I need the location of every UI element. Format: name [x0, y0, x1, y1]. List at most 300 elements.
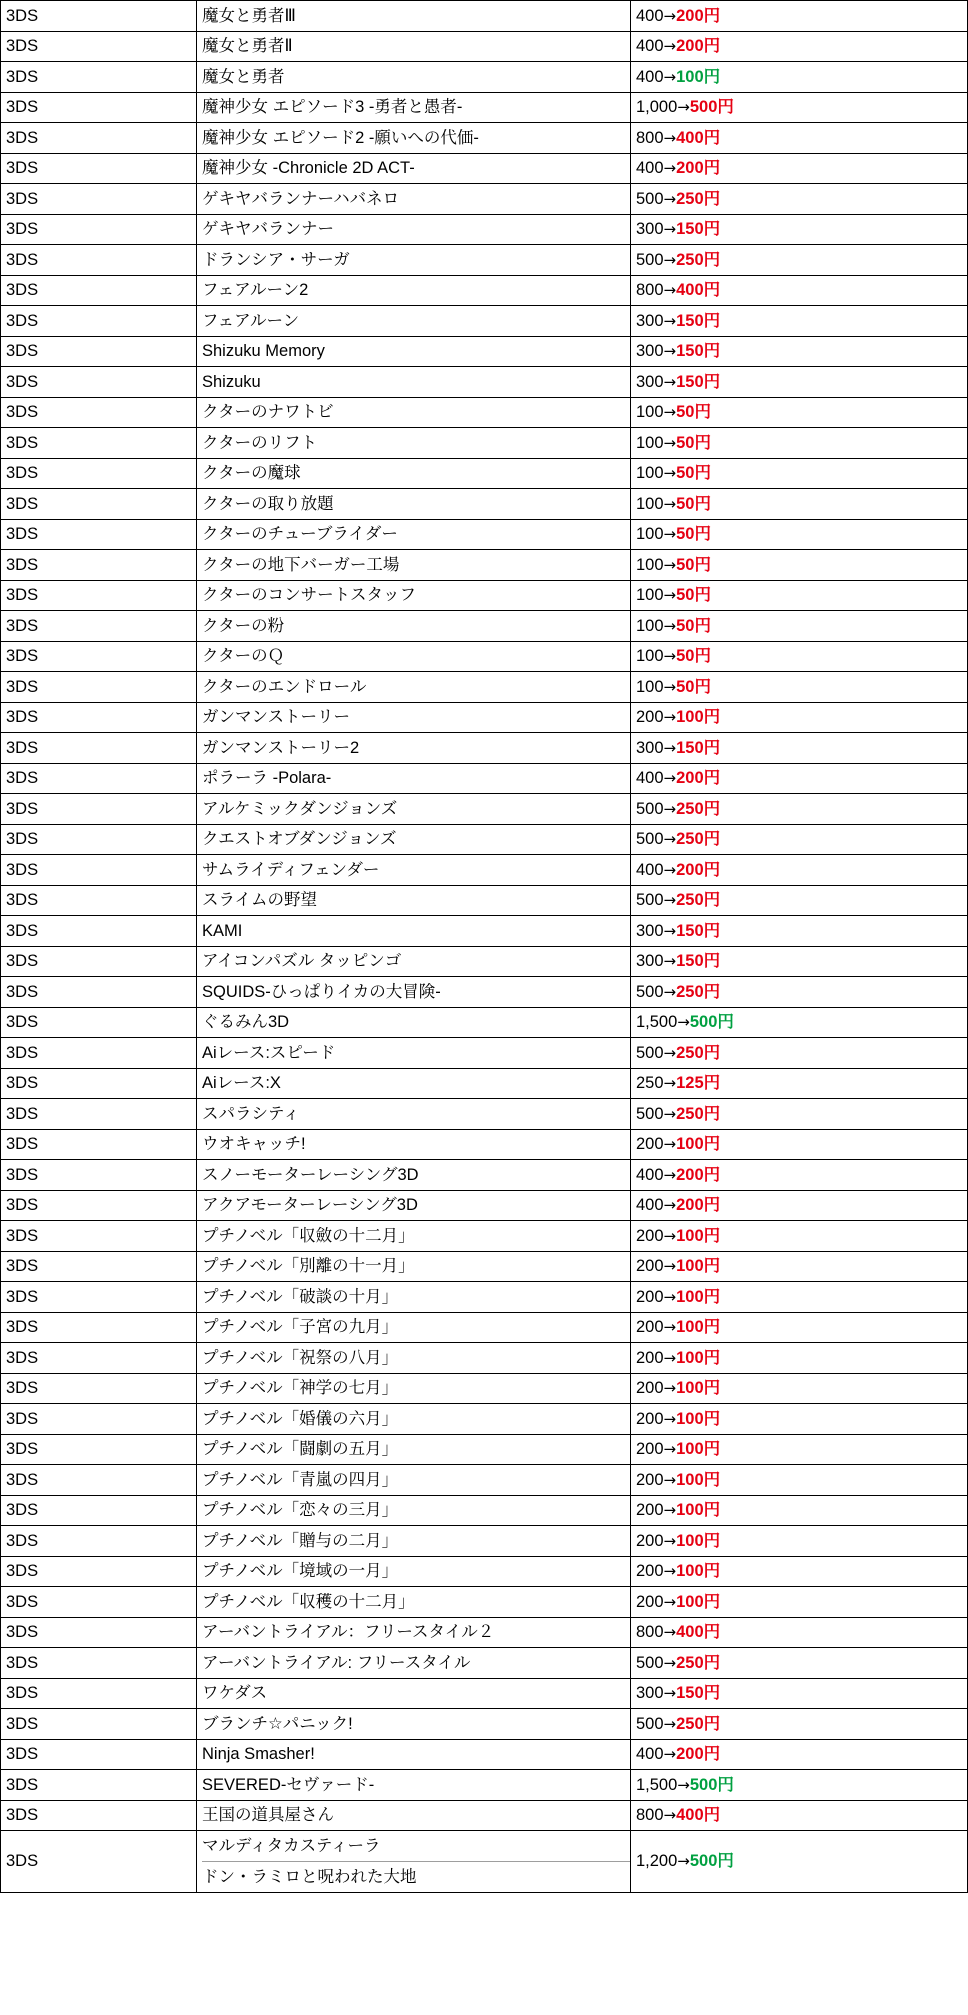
sale-price: 50円 [676, 464, 711, 482]
platform-cell: 3DS [1, 672, 197, 703]
arrow-icon: → [663, 372, 677, 391]
price-cell [631, 1343, 968, 1374]
price-cell [631, 1190, 968, 1221]
platform-cell: 3DS [1, 1099, 197, 1130]
table-row [1, 1068, 968, 1099]
title-cell: 魔女と勇者Ⅲ [197, 1, 631, 32]
platform-cell: 3DS [1, 1373, 197, 1404]
original-price: 100 [636, 403, 664, 421]
platform-cell: 3DS [1, 1, 197, 32]
table-row [1, 519, 968, 550]
price-cell [631, 763, 968, 794]
table-row [1, 153, 968, 184]
platform-cell: 3DS [1, 1709, 197, 1740]
arrow-icon: → [663, 677, 677, 696]
arrow-icon: → [677, 98, 690, 116]
title-cell: アルケミックダンジョンズ [197, 794, 631, 825]
arrow-icon: → [663, 403, 677, 421]
title-cell: 魔神少女 エピソード3 -勇者と愚者- [197, 92, 631, 123]
table-body [1, 1, 968, 1831]
title-cell: ガンマンストーリー2 [197, 733, 631, 764]
platform-cell: 3DS [1, 306, 197, 337]
platform-cell: 3DS [1, 1770, 197, 1801]
original-price: 500 [636, 189, 664, 208]
sale-price: 500円 [689, 1852, 734, 1871]
price-cell [631, 1495, 968, 1526]
sale-price: 150円 [676, 952, 721, 970]
price-cell [631, 1709, 968, 1740]
platform-cell: 3DS [1, 1526, 197, 1557]
arrow-icon: → [663, 1165, 677, 1184]
platform-cell: 3DS [1, 397, 197, 428]
title-cell: クターの魔球 [197, 458, 631, 489]
sale-price: 250円 [676, 830, 721, 848]
price-cell [631, 31, 968, 62]
table-row [1, 1587, 968, 1618]
table-row [1, 489, 968, 520]
original-price: 500 [636, 250, 664, 269]
arrow-icon: → [663, 952, 677, 970]
title-cell: アクアモーターレーシング3D [197, 1190, 631, 1221]
original-price: 1,500 [636, 1775, 678, 1794]
original-price: 500 [636, 891, 664, 909]
table-row [1, 1, 968, 32]
platform-cell: 3DS [1, 977, 197, 1008]
original-price: 200 [636, 1409, 664, 1428]
table-row [1, 733, 968, 764]
title-cell: ぐるみん3D [197, 1007, 631, 1038]
title-cell: アーバントライアル: フリースタイル [197, 1648, 631, 1679]
title-cell: プチノベル「境域の一月」 [197, 1556, 631, 1587]
original-price: 800 [636, 1623, 664, 1641]
title-line-1: マルディタカスティーラ [202, 1837, 381, 1855]
sale-price: 100円 [676, 1348, 721, 1367]
platform-cell: 3DS [1, 1434, 197, 1465]
platform-cell: 3DS [1, 1678, 197, 1709]
price-cell [631, 916, 968, 947]
platform-cell: 3DS [1, 611, 197, 642]
price-cell [631, 1770, 968, 1801]
table-row [1, 1495, 968, 1526]
arrow-icon: → [663, 1348, 677, 1367]
title-cell: プチノベル「贈与の二月」 [197, 1526, 631, 1557]
arrow-icon: → [663, 860, 677, 879]
table-row [1, 1373, 968, 1404]
arrow-icon: → [663, 891, 677, 909]
table-row [1, 855, 968, 886]
sale-price: 100円 [676, 1501, 721, 1519]
platform-cell: 3DS [1, 885, 197, 916]
platform-cell: 3DS [1, 1282, 197, 1313]
price-cell [631, 1404, 968, 1435]
original-price: 500 [636, 1043, 664, 1062]
title-cell: フェアルーン2 [197, 275, 631, 306]
title-cell: ゲキヤバランナーハバネロ [197, 184, 631, 215]
arrow-icon: → [663, 1379, 677, 1397]
table-row [1, 946, 968, 977]
title-cell: クターのリフト [197, 428, 631, 459]
platform-cell: 3DS [1, 214, 197, 245]
price-cell [631, 885, 968, 916]
arrow-icon: → [663, 1623, 677, 1641]
platform-cell: 3DS [1, 245, 197, 276]
price-cell [631, 550, 968, 581]
sale-price: 100円 [676, 1531, 721, 1550]
original-price: 400 [636, 1745, 664, 1763]
price-cell [631, 214, 968, 245]
title-cell: クターのナワトビ [197, 397, 631, 428]
arrow-icon: → [663, 799, 677, 818]
original-price: 200 [636, 708, 664, 726]
platform-cell: 3DS [1, 1221, 197, 1252]
table-row [1, 1129, 968, 1160]
sale-price: 200円 [676, 1196, 721, 1214]
original-price: 800 [636, 1806, 664, 1824]
sale-price: 100円 [676, 1440, 721, 1458]
arrow-icon: → [663, 220, 677, 238]
platform-cell: 3DS [1, 123, 197, 154]
table-row [1, 31, 968, 62]
arrow-icon: → [663, 1745, 677, 1763]
sale-price: 100円 [676, 1562, 721, 1580]
table-row [1, 1038, 968, 1069]
original-price: 800 [636, 128, 664, 147]
title-cell: アーバントライアル：フリースタイル２ [197, 1617, 631, 1648]
sale-price: 200円 [676, 6, 721, 25]
price-cell [631, 1465, 968, 1496]
price-cell [631, 62, 968, 93]
price-cell [631, 1373, 968, 1404]
table-row [1, 184, 968, 215]
table-row [1, 794, 968, 825]
original-price: 200 [636, 1287, 664, 1306]
platform-cell: 3DS [1, 1343, 197, 1374]
original-price: 200 [636, 1562, 664, 1580]
table-row [1, 1678, 968, 1709]
original-price: 1,200 [636, 1852, 678, 1871]
platform-cell: 3DS [1, 1556, 197, 1587]
original-price: 100 [636, 647, 664, 665]
price-cell [631, 1221, 968, 1252]
original-price: 400 [636, 1196, 664, 1214]
platform-cell: 3DS [1, 184, 197, 215]
title-cell: プチノベル「破談の十月」 [197, 1282, 631, 1313]
arrow-icon: → [663, 1531, 677, 1550]
original-price: 200 [636, 1592, 664, 1611]
original-price: 1,500 [636, 1013, 678, 1031]
price-cell [631, 1434, 968, 1465]
title-cell: ポラーラ -Polara- [197, 763, 631, 794]
original-price: 400 [636, 37, 664, 55]
original-price: 800 [636, 281, 664, 299]
price-cell [631, 519, 968, 550]
sale-price: 200円 [676, 37, 721, 55]
original-price: 200 [636, 1226, 664, 1245]
arrow-icon: → [663, 342, 677, 360]
platform-cell: 3DS [1, 916, 197, 947]
table-row [1, 123, 968, 154]
arrow-icon: → [663, 1074, 677, 1092]
sale-price: 100円 [676, 1135, 721, 1153]
sale-price: 50円 [676, 616, 711, 635]
sale-price: 150円 [676, 738, 721, 757]
platform-cell: 3DS [1, 855, 197, 886]
table-row [1, 1404, 968, 1435]
table-row [1, 1221, 968, 1252]
title-cell: プチノベル「闘劇の五月」 [197, 1434, 631, 1465]
sale-price: 150円 [676, 311, 721, 330]
original-price: 500 [636, 799, 664, 818]
price-cell [631, 1, 968, 32]
sale-price: 150円 [676, 1684, 721, 1702]
arrow-icon: → [663, 1684, 677, 1702]
platform-cell: 3DS [1, 1404, 197, 1435]
platform-cell: 3DS [1, 1617, 197, 1648]
arrow-icon: → [663, 433, 677, 452]
arrow-icon: → [663, 128, 677, 147]
title-cell: クターのエンドロール [197, 672, 631, 703]
price-cell [631, 1312, 968, 1343]
title-cell: ドランシア・サーガ [197, 245, 631, 276]
table-row [1, 1739, 968, 1770]
price-cell [631, 733, 968, 764]
arrow-icon: → [663, 1043, 677, 1062]
sale-price: 200円 [676, 769, 721, 787]
platform-cell: 3DS [1, 550, 197, 581]
platform-cell: 3DS [1, 824, 197, 855]
platform-cell: 3DS [1, 1160, 197, 1191]
table-row [1, 1709, 968, 1740]
platform-cell: 3DS [1, 733, 197, 764]
original-price: 500 [636, 1104, 664, 1123]
title-cell: ガンマンストーリー [197, 702, 631, 733]
price-cell [631, 306, 968, 337]
title-cell: スパラシティ [197, 1099, 631, 1130]
arrow-icon: → [663, 1409, 677, 1428]
sale-price: 50円 [676, 586, 711, 604]
arrow-icon: → [663, 311, 677, 330]
platform-cell: 3DS [1, 489, 197, 520]
title-cell: プチノベル「収穫の十二月」 [197, 1587, 631, 1618]
sale-price: 100円 [676, 1592, 721, 1611]
price-cell [631, 245, 968, 276]
platform-cell: 3DS [1, 946, 197, 977]
arrow-icon: → [663, 464, 677, 482]
title-cell: アイコンパズル タッピンゴ [197, 946, 631, 977]
title-cell: クターの地下バーガー工場 [197, 550, 631, 581]
original-price: 200 [636, 1379, 664, 1397]
arrow-icon: → [663, 1501, 677, 1519]
table-row [1, 245, 968, 276]
price-cell [631, 397, 968, 428]
price-cell [631, 1526, 968, 1557]
original-price: 400 [636, 159, 664, 177]
original-price: 200 [636, 1531, 664, 1550]
platform-cell: 3DS [1, 367, 197, 398]
sale-price: 200円 [676, 1165, 721, 1184]
title-cell: 魔神少女 エピソード2 -願いへの代価- [197, 123, 631, 154]
original-price: 200 [636, 1501, 664, 1519]
arrow-icon: → [663, 1226, 677, 1245]
platform-cell: 3DS [1, 458, 197, 489]
arrow-icon: → [663, 1440, 677, 1458]
price-cell [631, 1129, 968, 1160]
table-row [1, 275, 968, 306]
title-cell: 魔女と勇者 [197, 62, 631, 93]
platform-cell: 3DS [1, 31, 197, 62]
table-row [1, 458, 968, 489]
price-cell [631, 702, 968, 733]
price-cell [631, 946, 968, 977]
original-price: 400 [636, 6, 664, 25]
title-cell: SQUIDS-ひっぱりイカの大冒険- [197, 977, 631, 1008]
price-cell [631, 580, 968, 611]
original-price: 1,000 [636, 98, 678, 116]
arrow-icon: → [663, 525, 677, 543]
platform-cell: 3DS [1, 336, 197, 367]
original-price: 300 [636, 342, 664, 360]
arrow-icon: → [663, 159, 677, 177]
table-row [1, 1343, 968, 1374]
title-cell: クターのＱ [197, 641, 631, 672]
title-cell: プチノベル「婚儀の六月」 [197, 1404, 631, 1435]
arrow-icon: → [663, 1470, 677, 1489]
arrow-icon: → [663, 830, 677, 848]
sale-price: 500円 [689, 1775, 734, 1794]
table-row [1, 611, 968, 642]
price-cell [631, 977, 968, 1008]
arrow-icon: → [663, 494, 677, 513]
price-cell [631, 1648, 968, 1679]
original-price: 100 [636, 525, 664, 543]
price-cell [631, 336, 968, 367]
title-cell: KAMI [197, 916, 631, 947]
price-cell [631, 855, 968, 886]
original-price: 200 [636, 1440, 664, 1458]
original-price: 100 [636, 586, 664, 604]
sale-price: 50円 [676, 647, 711, 665]
sale-price: 50円 [676, 433, 711, 452]
arrow-icon: → [663, 1135, 677, 1153]
title-cell: クターのコンサートスタッフ [197, 580, 631, 611]
price-cell [631, 1587, 968, 1618]
arrow-icon: → [663, 586, 677, 604]
platform-cell: 3DS [1, 1129, 197, 1160]
original-price: 300 [636, 311, 664, 330]
original-price: 400 [636, 769, 664, 787]
title-cell: クエストオブダンジョンズ [197, 824, 631, 855]
sale-price: 100円 [676, 1257, 721, 1275]
platform-cell: 3DS [1, 1038, 197, 1069]
table-row [1, 1465, 968, 1496]
original-price: 400 [636, 860, 664, 879]
arrow-icon: → [663, 67, 677, 86]
platform-cell: 3DS [1, 519, 197, 550]
price-cell [631, 92, 968, 123]
title-cell: プチノベル「別離の十一月」 [197, 1251, 631, 1282]
sale-price: 100円 [676, 708, 721, 726]
original-price: 200 [636, 1318, 664, 1336]
arrow-icon: → [663, 738, 677, 757]
arrow-icon: → [663, 1562, 677, 1580]
original-price: 300 [636, 921, 664, 940]
arrow-icon: → [663, 1257, 677, 1275]
title-cell: プチノベル「子宮の九月」 [197, 1312, 631, 1343]
sale-price: 150円 [676, 220, 721, 238]
table-row [1, 641, 968, 672]
table-row [1, 1099, 968, 1130]
table-row [1, 1526, 968, 1557]
table-row [1, 1648, 968, 1679]
original-price: 100 [636, 555, 664, 574]
sale-price: 150円 [676, 372, 721, 391]
arrow-icon: → [663, 647, 677, 665]
sale-price: 250円 [676, 799, 721, 818]
sale-price: 250円 [676, 891, 721, 909]
price-cell [631, 153, 968, 184]
sale-price: 250円 [676, 1043, 721, 1062]
arrow-icon: → [663, 1104, 677, 1123]
title-cell: 魔神少女 -Chronicle 2D ACT- [197, 153, 631, 184]
original-price: 200 [636, 1135, 664, 1153]
table-row [1, 367, 968, 398]
sale-price: 250円 [676, 189, 721, 208]
sale-price: 200円 [676, 1745, 721, 1763]
title-cell: スノーモーターレーシング3D [197, 1160, 631, 1191]
price-cell [631, 1068, 968, 1099]
arrow-icon: → [663, 769, 677, 787]
original-price: 100 [636, 677, 664, 696]
sale-price: 50円 [676, 403, 711, 421]
price-cell [631, 275, 968, 306]
title-cell: ワケダス [197, 1678, 631, 1709]
table-row [1, 306, 968, 337]
table-row [1, 977, 968, 1008]
table-row [1, 1556, 968, 1587]
table-row [1, 916, 968, 947]
platform-cell: 3DS [1, 702, 197, 733]
original-price: 250 [636, 1074, 664, 1092]
title-cell: クターの粉 [197, 611, 631, 642]
arrow-icon: → [663, 616, 677, 635]
platform-cell: 3DS [1, 428, 197, 459]
table-row [1, 1190, 968, 1221]
price-cell [631, 123, 968, 154]
original-price: 400 [636, 67, 664, 86]
arrow-icon: → [663, 281, 677, 299]
platform-cell: 3DS [1, 641, 197, 672]
price-cell [631, 1678, 968, 1709]
original-price: 300 [636, 738, 664, 757]
platform-cell: 3DS [1, 1800, 197, 1831]
price-cell [631, 489, 968, 520]
sale-price: 100円 [676, 67, 721, 86]
price-cell [631, 1831, 968, 1893]
arrow-icon: → [663, 37, 677, 55]
arrow-icon: → [663, 708, 677, 726]
sale-price: 250円 [676, 250, 721, 269]
table-row [1, 824, 968, 855]
sale-price: 500円 [689, 98, 734, 116]
sale-price: 250円 [676, 982, 721, 1001]
arrow-icon: → [663, 1806, 677, 1824]
platform-cell: 3DS [1, 1739, 197, 1770]
table-row [1, 1251, 968, 1282]
sale-price: 100円 [676, 1226, 721, 1245]
title-cell: プチノベル「恋々の三月」 [197, 1495, 631, 1526]
table-row [1, 1434, 968, 1465]
platform-cell: 3DS [1, 62, 197, 93]
